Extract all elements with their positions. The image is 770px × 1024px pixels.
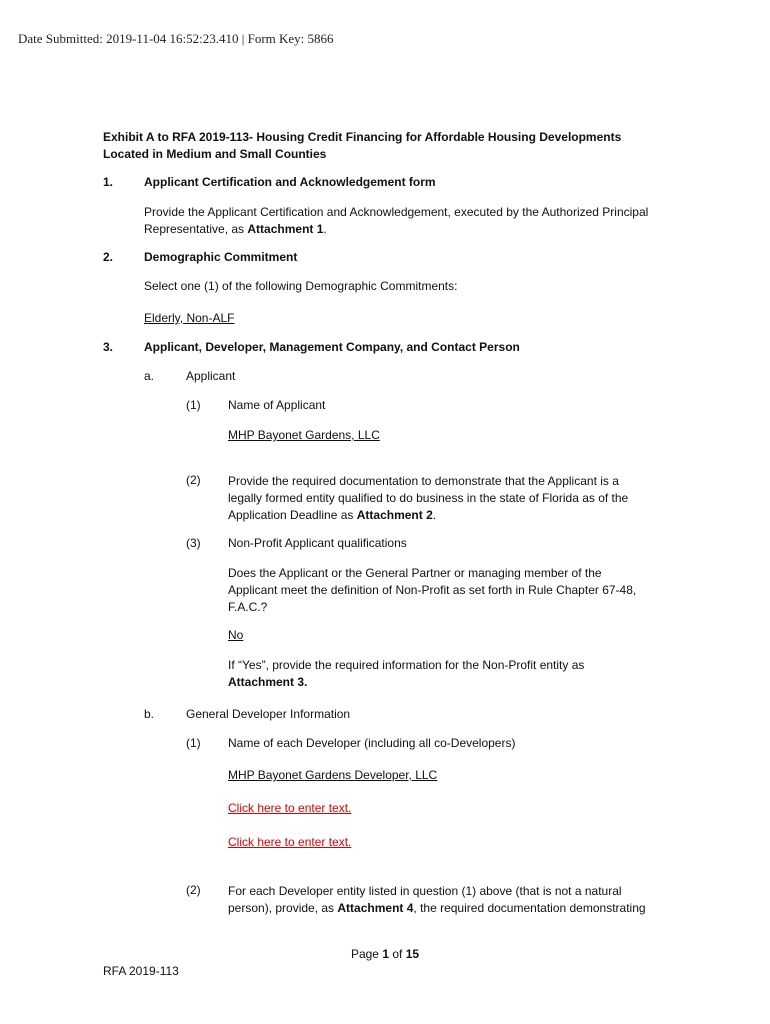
a-q3-number: (3)	[186, 536, 201, 550]
developer-name-value[interactable]: MHP Bayonet Gardens Developer, LLC	[228, 768, 438, 782]
page-current: 1	[382, 947, 389, 961]
a-q3-if-yes-body: If “Yes”, provide the required information for the Non-Profit entity as	[228, 658, 585, 672]
nonprofit-answer-value[interactable]: No	[228, 628, 244, 642]
section-1-text	[144, 204, 654, 238]
b-q2-text	[228, 883, 648, 917]
section-1-heading: Applicant Certification and Acknowledgement form	[144, 175, 436, 189]
b-q1-number: (1)	[186, 736, 201, 750]
section-3-number: 3.	[103, 340, 114, 354]
b-q2-body: For each Developer entity listed in question (1) above (that is not a natural person), provide, as	[228, 884, 622, 915]
a-q2-period: .	[432, 508, 437, 522]
a-q1-number: (1)	[186, 398, 201, 412]
subsection-a-label: Applicant	[186, 369, 236, 383]
a-q3-if-yes	[228, 657, 648, 691]
b-q1-label: Name of each Developer (including all co-Developers)	[228, 736, 516, 750]
subsection-b-letter: b.	[144, 707, 155, 721]
developer-name-placeholder-2[interactable]: Click here to enter text.	[228, 835, 352, 849]
page-of: of	[389, 947, 406, 961]
section-2-number: 2.	[103, 250, 114, 264]
footer-rfa-label: RFA 2019-113	[103, 964, 179, 978]
a-q2-body: Provide the required documentation to demonstrate that the Applicant is a legally formed entity qualified to do business in the state of Florida as of the Application Deadline as	[228, 474, 629, 522]
attachment-1-label: Attachment 1	[247, 222, 324, 236]
section-2-heading: Demographic Commitment	[144, 250, 298, 264]
page-total: 15	[405, 947, 420, 961]
subsection-a-letter: a.	[144, 369, 155, 383]
document-title: Exhibit A to RFA 2019-113- Housing Credit Financing for Affordable Housing Developments Located in Medium and Small Counties	[103, 130, 622, 161]
page-label: Page	[350, 947, 383, 961]
a-q3-question: Does the Applicant or the General Partner or managing member of the Applicant meet the definition of Non-Profit as set forth in Rule Chapter 67-48, F.A.C.?	[228, 566, 637, 614]
section-1-text-body: Provide the Applicant Certification and Acknowledgement, executed by the Authorized Principal Representative, as	[144, 205, 649, 236]
a-q2-text	[228, 473, 643, 524]
section-3-heading: Applicant, Developer, Management Company, and Contact Person	[144, 340, 520, 354]
section-1-period: .	[323, 222, 327, 236]
submission-header: Date Submitted: 2019-11-04 16:52:23.410 | Form Key: 5866	[18, 31, 334, 46]
demographic-commitment-value[interactable]: Elderly, Non-ALF	[144, 311, 235, 325]
page-number	[0, 947, 770, 961]
attachment-3-label: Attachment 3.	[228, 675, 308, 689]
a-q3-label: Non-Profit Applicant qualifications	[228, 536, 407, 550]
attachment-4-label: Attachment 4	[337, 901, 414, 915]
a-q1-label: Name of Applicant	[228, 398, 326, 412]
subsection-b-label: General Developer Information	[186, 707, 351, 721]
b-q2-after: , the required documentation demonstrating	[413, 901, 646, 915]
section-1-number: 1.	[103, 175, 114, 189]
section-2-text: Select one (1) of the following Demographic Commitments:	[144, 279, 458, 293]
attachment-2-label: Attachment 2	[356, 508, 433, 522]
b-q2-number: (2)	[186, 883, 201, 897]
applicant-name-value[interactable]: MHP Bayonet Gardens, LLC	[228, 428, 380, 442]
developer-name-placeholder-1[interactable]: Click here to enter text.	[228, 801, 352, 815]
a-q2-number: (2)	[186, 473, 201, 487]
